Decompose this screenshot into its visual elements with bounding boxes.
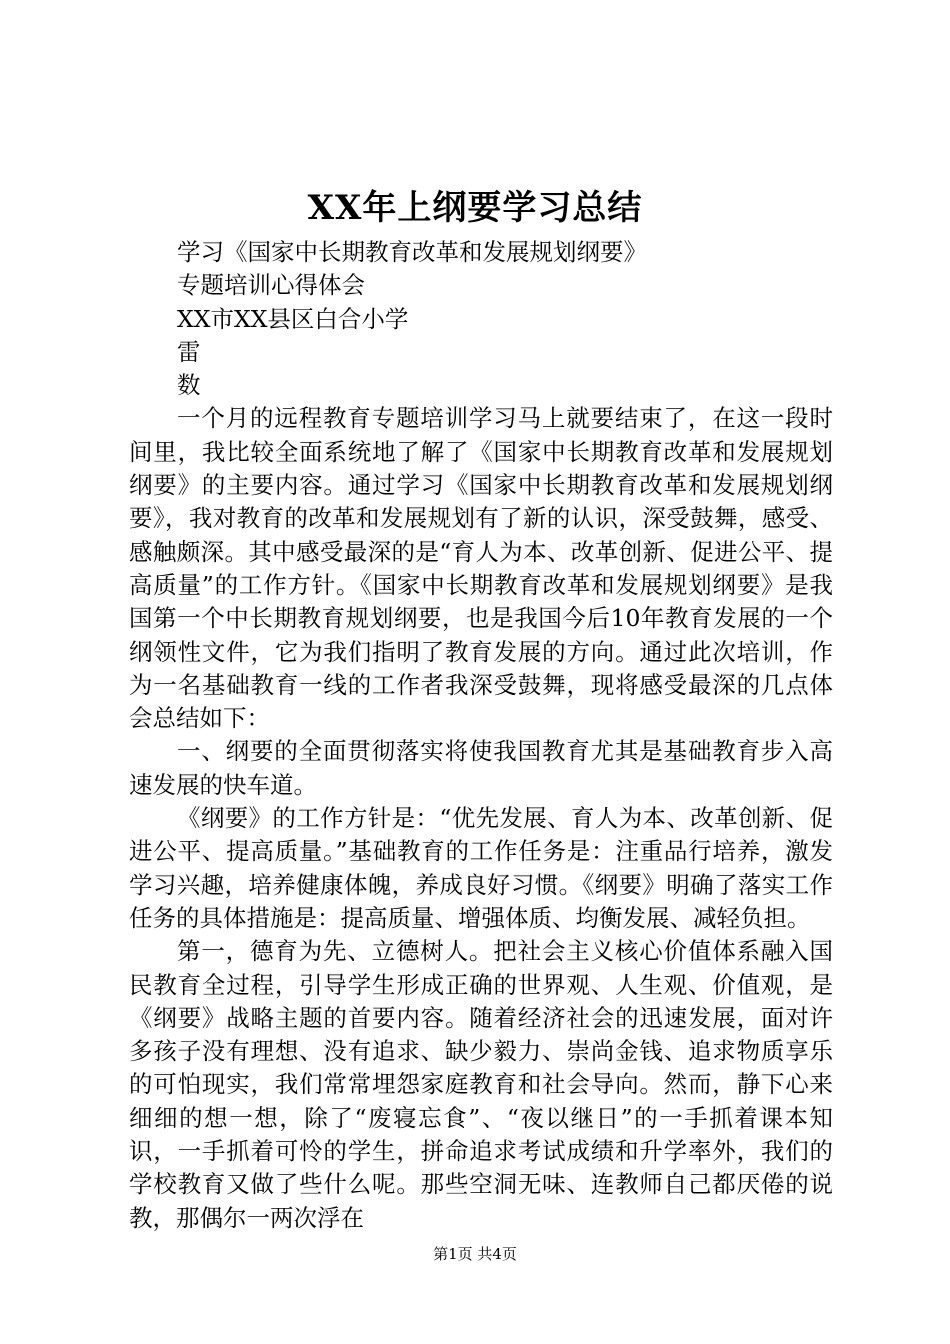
- document-body: [129, 236, 833, 1235]
- header-line: 数: [177, 371, 201, 400]
- paragraph: 一、纲要的全面贯彻落实将使我国教育尤其是基础教育步入高速发展的快车道。: [129, 737, 833, 799]
- header-line: 学习《国家中长期教育改革和发展规划纲要》: [177, 238, 647, 266]
- page-footer: 第1页 共4页: [433, 1245, 517, 1263]
- document-title: XX年上纲要学习总结: [307, 188, 643, 228]
- header-line: XX市XX县区白合小学: [177, 304, 409, 333]
- paragraph: 《纲要》的工作方针是：“优先发展、育人为本、改革创新、促进公平、提高质量。”基础教育的工作任务是：注重品行培养，激发学习兴趣，培养健康体魄，养成良好习惯。《纲要》明确了落实工作任务的具体措施是：提高质量、增强体质、均衡发展、减轻负担。: [129, 804, 833, 932]
- paragraph: 第一，德育为先、立德树人。把社会主义核心价值体系融入国民教育全过程，引导学生形成正确的世界观、人生观、价值观，是《纲要》战略主题的首要内容。随着经济社会的迅速发展，面对许多孩子没有理想、没有追求、缺少毅力、崇尚金钱、追求物质享乐的可怕现实，我们常常埋怨家庭教育和社会导向。然而，静下心来细细的想一想，除了“废寝忘食”、“夜以继日”的一手抓着课本知识，一手抓着可怜的学生，拼命追求考试成绩和升学率外，我们的学校教育又做了些什么呢。那些空洞无味、连教师自己都厌倦的说教，那偶尔一两次浮在: [129, 937, 833, 1232]
- header-line: 专题培训心得体会: [177, 271, 365, 300]
- paragraph: 一个月的远程教育专题培训学习马上就要结束了，在这一段时间里，我比较全面系统地了解了《国家中长期教育改革和发展规划纲要》的主要内容。通过学习《国家中长期教育改革和发展规划纲要》，我对教育的改革和发展规划有了新的认识，深受鼓舞，感受、感触颇深。其中感受最深的是“育人为本、改革创新、促进公平、提高质量”的工作方针。《国家中长期教育改革和发展规划纲要》是我国第一个中长期教育规划纲要，也是我国今后10年教育发展的一个纲领性文件，它为我们指明了教育发展的方向。通过此次培训，作为一名基础教育一线的工作者我深受鼓舞，现将感受最深的几点体会总结如下：: [129, 404, 833, 733]
- header-line: 雷: [177, 337, 201, 366]
